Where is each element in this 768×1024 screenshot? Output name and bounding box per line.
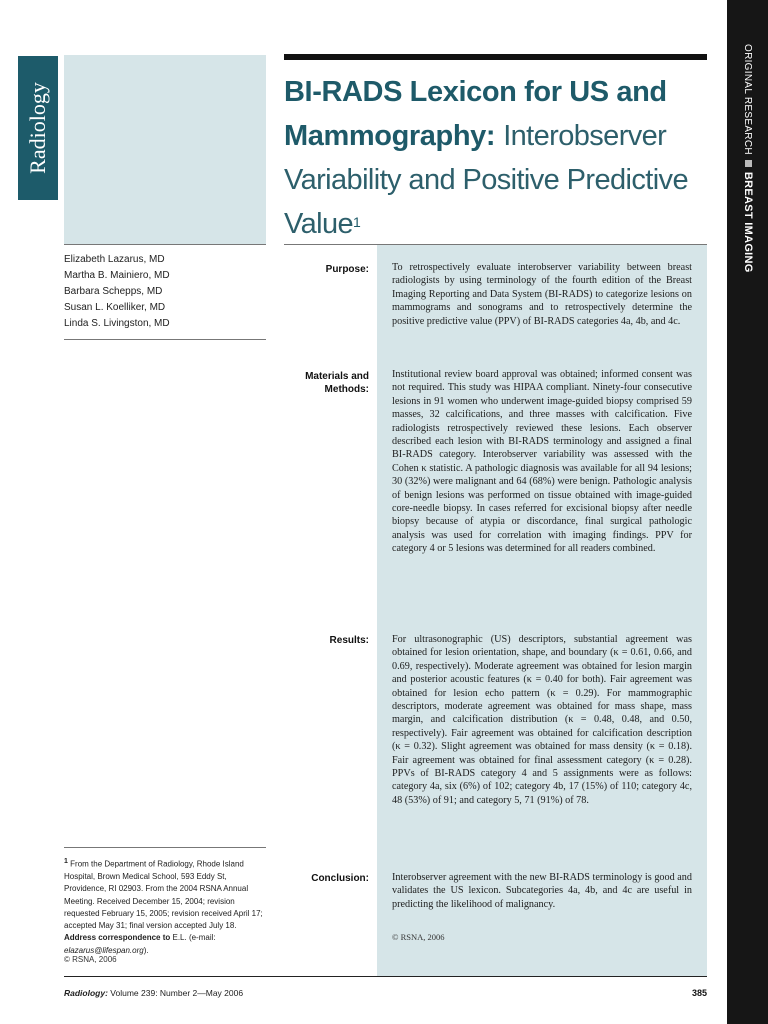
author: Barbara Schepps, MD [64,286,163,297]
square-bullet-icon [745,160,752,167]
correspondence-text: E.L. (e-mail: [172,933,216,943]
divider [64,847,266,848]
title-light: Interobserver Variability and Positive Predictive Value [284,120,688,240]
conclusion-label: Conclusion: [311,873,369,884]
abstract-copyright: © RSNA, 2006 [392,932,445,942]
correspondence-email[interactable]: elazarus@lifespan.org [64,945,144,955]
journal-name: Radiology [25,82,51,174]
page-number: 385 [691,988,707,998]
article-title [284,70,694,246]
footer-journal: Radiology: [64,988,108,998]
correspondence-label: Address correspondence to [64,933,171,943]
author: Susan L. Koelliker, MD [64,302,166,313]
footnote-copyright: © RSNA, 2006 [64,955,117,964]
section-banner [727,44,768,284]
methods-text: Institutional review board approval was obtained; informed consent was not required. This study was HIPAA compliant. Ninety-four consecutive lesions in 91 women who underwent image-guided biopsy comprised 59 masses, 32 calcifications, and three masses with calcification. Five radiologists retrospectively reviewed these lesions. Each observer described each lesion with BI-RADS terminology and assigned a final BI-RADS category. Interobserver variability was assessed with the Cohen κ statistic. A pathologic diagnosis was available for all 94 lesions; 30 (32%) were malignant and 64 (68%) were benign. Pathologic analysis of benign lesions was performed on tissue obtained with image-guided core-needle biopsy. In cases referred for excisional biopsy after needle biopsy because of atypia or discordance, final surgical pathologic analysis was used for correlation with imaging findings. PPV for category 4 or 5 lesions was determined for all readers combined. [392,369,692,555]
abstract-panel [377,244,707,976]
author-list [64,252,264,332]
top-rule [284,54,707,60]
title-panel [64,55,266,244]
methods-label: Materials and Methods: [305,371,369,395]
footnote-marker: 1 [64,858,68,865]
purpose-label: Purpose: [325,264,369,275]
section-label: ORIGINAL RESEARCH [742,44,753,155]
results-label: Results: [329,635,369,646]
footer-issue: Volume 239: Number 2—May 2006 [110,988,244,998]
subsection-label: BREAST IMAGING [742,171,754,273]
author: Linda S. Livingston, MD [64,318,170,329]
footer-citation [64,988,243,998]
purpose-text: To retrospectively evaluate interobserver variability between breast radiologists by using terminology of the fourth edition of the Breast Imaging Reporting and Data System (BI-RADS) to categorize lesions on mammograms and sonograms and to retrospectively determine the positive predictive value (PPV) of BI-RADS categories 4a, 4b, and 4c. [392,262,692,327]
affiliation-footnote: $^1$ From the Department of Radiology, Rhode Island Hospital, Brown Medical School, 593 Eddy St, Providence, RI 02903. From the 2004 RSNA Annual Meeting. Received December 15, 2004; revision requested February 15, 2005; revision received April 17; accepted May 31; final version accepted July 18. Address correspondence to E.L. (e-mail: elazarus@lifespan.org). [64,858,263,955]
footer-rule [64,976,707,977]
title-bold: BI-RADS Lexicon for US and Mammography: [284,76,667,152]
conclusion-text: Interobserver agreement with the new BI-RADS terminology is good and validates the US lexicon. Subcategories 4a, 4b, and 4c are useful in predicting the likelihood of malignancy. [392,872,692,910]
divider [64,339,266,340]
results-text: For ultrasonographic (US) descriptors, substantial agreement was obtained for lesion orientation, shape, and boundary (κ = 0.61, 0.66, and 0.69, respectively). Moderate agreement was obtained for lesion margin and posterior acoustic features (κ = 0.40 for both). Fair agreement was obtained for lesion echo pattern (κ = 0.29). For mammographic descriptors, moderate agreement was obtained for mass shape, mass margin, and calcification distribution (κ = 0.48, 0.48, and 0.50, respectively). Fair agreement was obtained for calcification description (κ = 0.32). Slight agreement was obtained for mass density (κ = 0.18). Fair agreement was obtained for final assessment category (κ = 0.28). PPVs of BI-RADS category 4 and 5 assignments were as follows: category 4a, six (6%) of 102; category 4b, 17 (15%) of 110; category 4c, 48 (53%) of 91; and category 5, 71 (91%) of 78. [392,634,692,806]
author: Martha B. Mainiero, MD [64,270,170,281]
author: Elizabeth Lazarus, MD [64,254,165,265]
title-footnote-marker: 1 [353,214,361,230]
divider [64,244,266,245]
footnote-text: From the Department of Radiology, Rhode Island Hospital, Brown Medical School, 593 Eddy St, Providence, RI 02903. From the 2004 RSNA Annual Meeting. Received December 15, 2004; revision requested February 15, 2005; revision received April 17; accepted May 31; final version accepted July 18. [64,859,263,931]
